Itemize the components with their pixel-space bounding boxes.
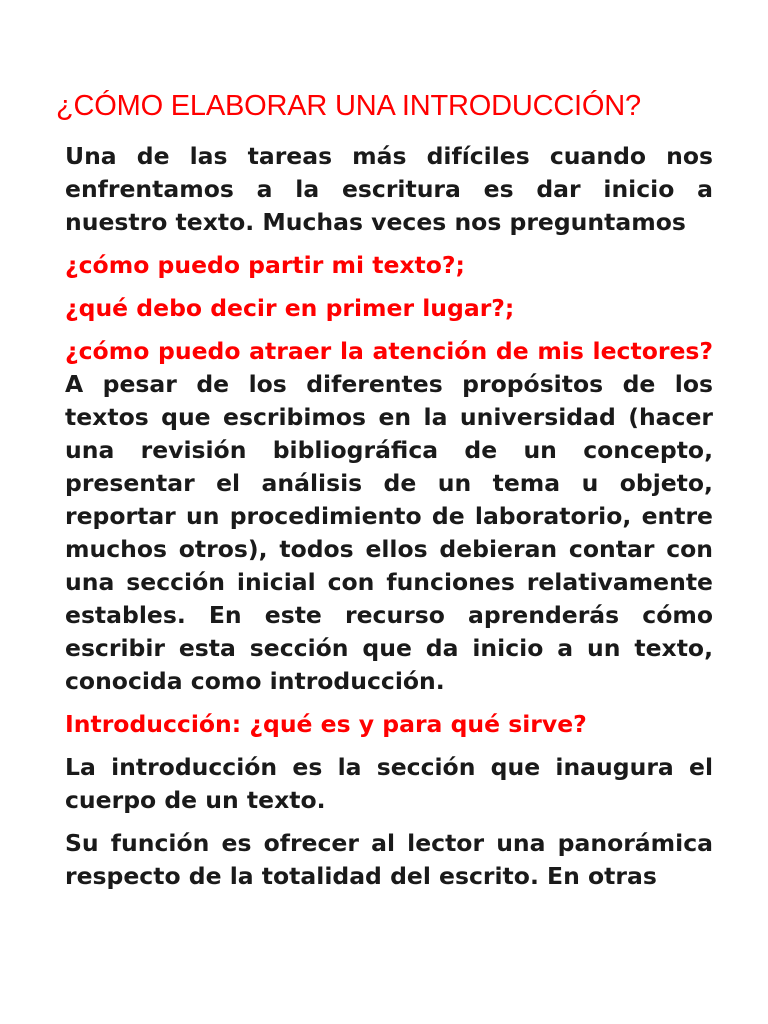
document-title: ¿CÓMO ELABORAR UNA INTRODUCCIÓN?: [56, 90, 641, 122]
question-two: ¿qué debo decir en primer lugar?;: [65, 294, 515, 322]
definition-paragraph: La introducción es la sección que inaugura el cuerpo de un texto.: [65, 753, 713, 814]
section-subheading: Introducción: ¿qué es y para qué sirve?: [65, 710, 587, 738]
question-three: ¿cómo puedo atraer la atención de mis lectores?: [65, 337, 713, 365]
question-one: ¿cómo puedo partir mi texto?;: [65, 251, 465, 279]
document-body: [65, 140, 713, 903]
intro-paragraph: Una de las tareas más difíciles cuando nos enfrentamos a la escritura es dar inicio a nuestro texto. Muchas veces nos preguntamos: [65, 142, 713, 236]
function-paragraph: Su función es ofrecer al lector una panorámica respecto de la totalidad del escrito. En otras: [65, 829, 713, 890]
purpose-text: A pesar de los diferentes propósitos de los textos que escribimos en la universidad (hacer una revisión bibliográfica de un concepto, presentar el análisis de un tema u objeto, reportar un procedimiento de laboratorio, entre muchos otros), todos ellos debieran contar con una sección inicial con funciones relativamente estables. En este recurso aprenderás cómo escribir esta sección que da inicio a un texto, conocida como introducción.: [65, 370, 713, 695]
purpose-paragraph: [65, 335, 713, 698]
